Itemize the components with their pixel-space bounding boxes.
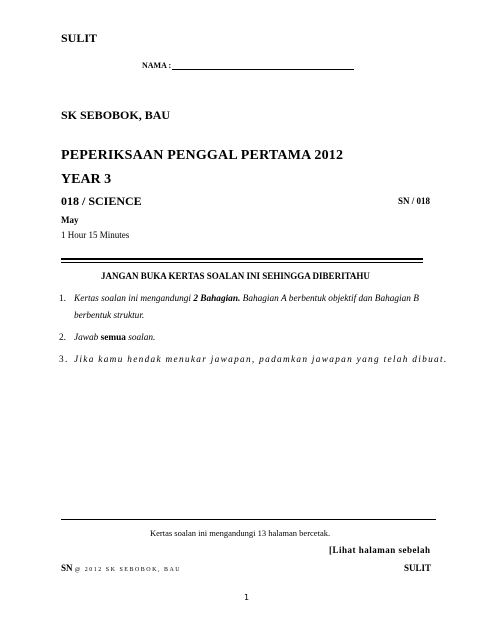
page-count-note: Kertas soalan ini mengandungi 13 halaman bercetak. <box>150 528 331 538</box>
instruction-1-continued: berbentuk struktur. <box>74 311 145 321</box>
instruction-1 <box>59 294 419 304</box>
instruction-number: 3. <box>59 355 69 365</box>
warning-text: JANGAN BUKA KERTAS SOALAN INI SEHINGGA DIBERITAHU <box>101 271 370 281</box>
exam-duration: 1 Hour 15 Minutes <box>61 230 130 240</box>
page-number: 1 <box>244 593 250 602</box>
instruction-text: Bahagian A berbentuk objektif dan Bahagian B <box>240 294 419 304</box>
instruction-emphasis: semua <box>100 333 126 343</box>
instruction-text: soalan. <box>125 333 156 343</box>
footer-code: SN <box>61 563 73 573</box>
year-title: YEAR 3 <box>61 172 112 187</box>
exam-month: May <box>61 215 79 225</box>
divider-thin <box>61 262 423 263</box>
subject-code: SN / 018 <box>398 196 431 206</box>
subject-title: 018 / SCIENCE <box>61 194 142 208</box>
header-sulit: SULIT <box>61 31 98 45</box>
divider-thick <box>61 258 423 260</box>
name-field <box>142 60 354 70</box>
instruction-text: Jawab <box>74 333 101 343</box>
exam-title: PEPERIKSAAN PENGGAL PERTAMA 2012 <box>61 148 344 163</box>
footer-sulit: SULIT <box>404 563 432 573</box>
instruction-2 <box>59 333 155 343</box>
instruction-number: 2. <box>59 333 66 343</box>
footer-divider <box>61 519 436 520</box>
footer-copyright: @ 2012 SK SEBOBOK, BAU <box>74 567 182 573</box>
instruction-emphasis: 2 Bahagian. <box>193 294 241 304</box>
footer-left <box>61 563 181 573</box>
school-name: SK SEBOBOK, BAU <box>61 108 171 122</box>
instruction-3 <box>59 355 447 365</box>
instruction-text: Jika kamu hendak menukar jawapan, padamkan jawapan yang telah dibuat. <box>74 355 448 365</box>
instruction-text: Kertas soalan ini mengandungi <box>74 294 194 304</box>
name-blank-line <box>172 60 354 70</box>
name-label: NAMA : <box>142 61 172 70</box>
next-page-note: [Lihat halaman sebelah <box>329 545 431 555</box>
instruction-number: 1. <box>59 294 66 304</box>
